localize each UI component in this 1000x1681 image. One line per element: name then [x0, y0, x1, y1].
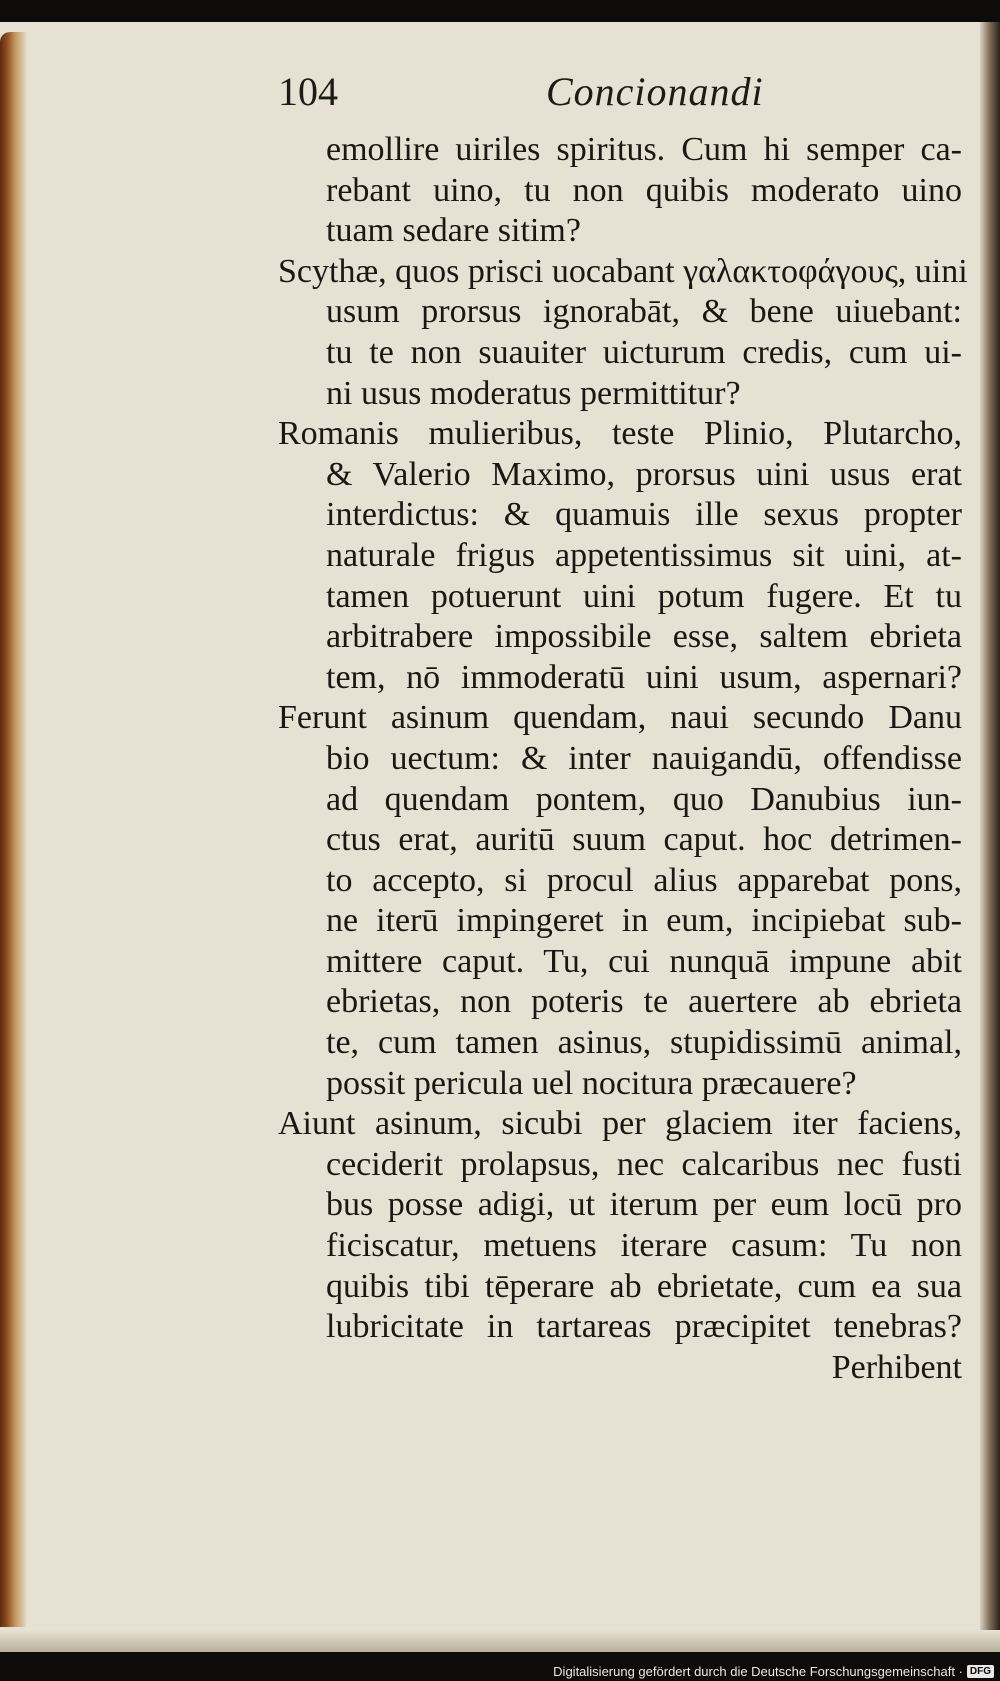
footer-credit — [553, 1664, 994, 1679]
catchword: Perhibent — [831, 1348, 962, 1386]
text-line: interdictus: & quamuis ille sexus propter — [326, 496, 962, 534]
text-line: & Valerio Maximo, prorsus uini usus erat — [326, 455, 962, 493]
page-right-edge — [980, 22, 1000, 1652]
page-left-edge — [0, 32, 26, 1627]
text-line: bio uectum: & inter nauigandū, offendisse — [326, 739, 962, 777]
page-header — [278, 68, 958, 126]
footer-credit-text: Digitalisierung gefördert durch die Deutsche Forschungsgemeinschaft · — [553, 1664, 963, 1679]
text-line: ne iterū impingeret in eum, incipiebat sub- — [326, 902, 962, 940]
text-line: quibis tibi tēperare ab ebrietate, cum ea sua — [326, 1267, 962, 1305]
text-line: Ferunt asinum quendam, naui secundo Danu — [278, 699, 962, 737]
page-number: 104 — [278, 69, 338, 114]
text-line: usum prorsus ignorabāt, & bene uiuebant: — [326, 293, 962, 331]
text-line: bus posse adigi, ut iterum per eum locū pro — [326, 1186, 962, 1224]
text-line: lubricitate in tartareas præcipitet tenebras? — [326, 1308, 962, 1346]
text-line: te, cum tamen asinus, stupidissimū animal, — [326, 1024, 962, 1062]
text-line: tu te non suauiter uicturum credis, cum ui- — [326, 333, 962, 371]
text-line: Aiunt asinum, sicubi per glaciem iter faciens, — [278, 1105, 962, 1143]
text-line: ni usus moderatus permittitur? — [326, 374, 741, 412]
text-line: naturale frigus appetentissimus sit uini, at- — [326, 536, 962, 574]
text-line: rebant uino, tu non quibis moderato uino — [326, 171, 962, 209]
text-line: to accepto, si procul alius apparebat pons, — [326, 861, 962, 899]
text-line: arbitrabere impossibile esse, saltem ebrieta — [326, 618, 962, 656]
text-line: tem, nō immoderatū uini usum, aspernari? — [326, 658, 962, 696]
page-bottom-shadow — [0, 1630, 1000, 1652]
text-line: ctus erat, auritū suum caput. hoc detrimen- — [326, 821, 962, 859]
text-line: emollire uiriles spiritus. Cum hi semper ca- — [326, 131, 962, 168]
text-line: ficiscatur, metuens iterare casum: Tu non — [326, 1227, 962, 1265]
text-line: ebrietas, non poteris te auertere ab ebrieta — [326, 983, 962, 1021]
dfg-logo-icon: DFG — [967, 1665, 994, 1678]
text-line: tuam sedare sitim? — [326, 212, 581, 250]
text-line: mittere caput. Tu, cui nunquā impune abit — [326, 942, 962, 980]
body-text — [278, 130, 968, 1388]
text-line: Scythæ, quos prisci uocabant γαλακτοφάγους, uini — [278, 252, 968, 290]
text-line: Romanis mulieribus, teste Plinio, Plutarcho, — [278, 415, 962, 453]
text-line: ad quendam pontem, quo Danubius iun- — [326, 780, 962, 818]
text-line: tamen potuerunt uini potum fugere. Et tu — [326, 577, 962, 615]
running-title: Concionandi — [546, 69, 764, 114]
text-line: ceciderit prolapsus, nec calcaribus nec fusti — [326, 1145, 962, 1183]
text-line: possit pericula uel nocitura præcauere? — [326, 1064, 857, 1102]
